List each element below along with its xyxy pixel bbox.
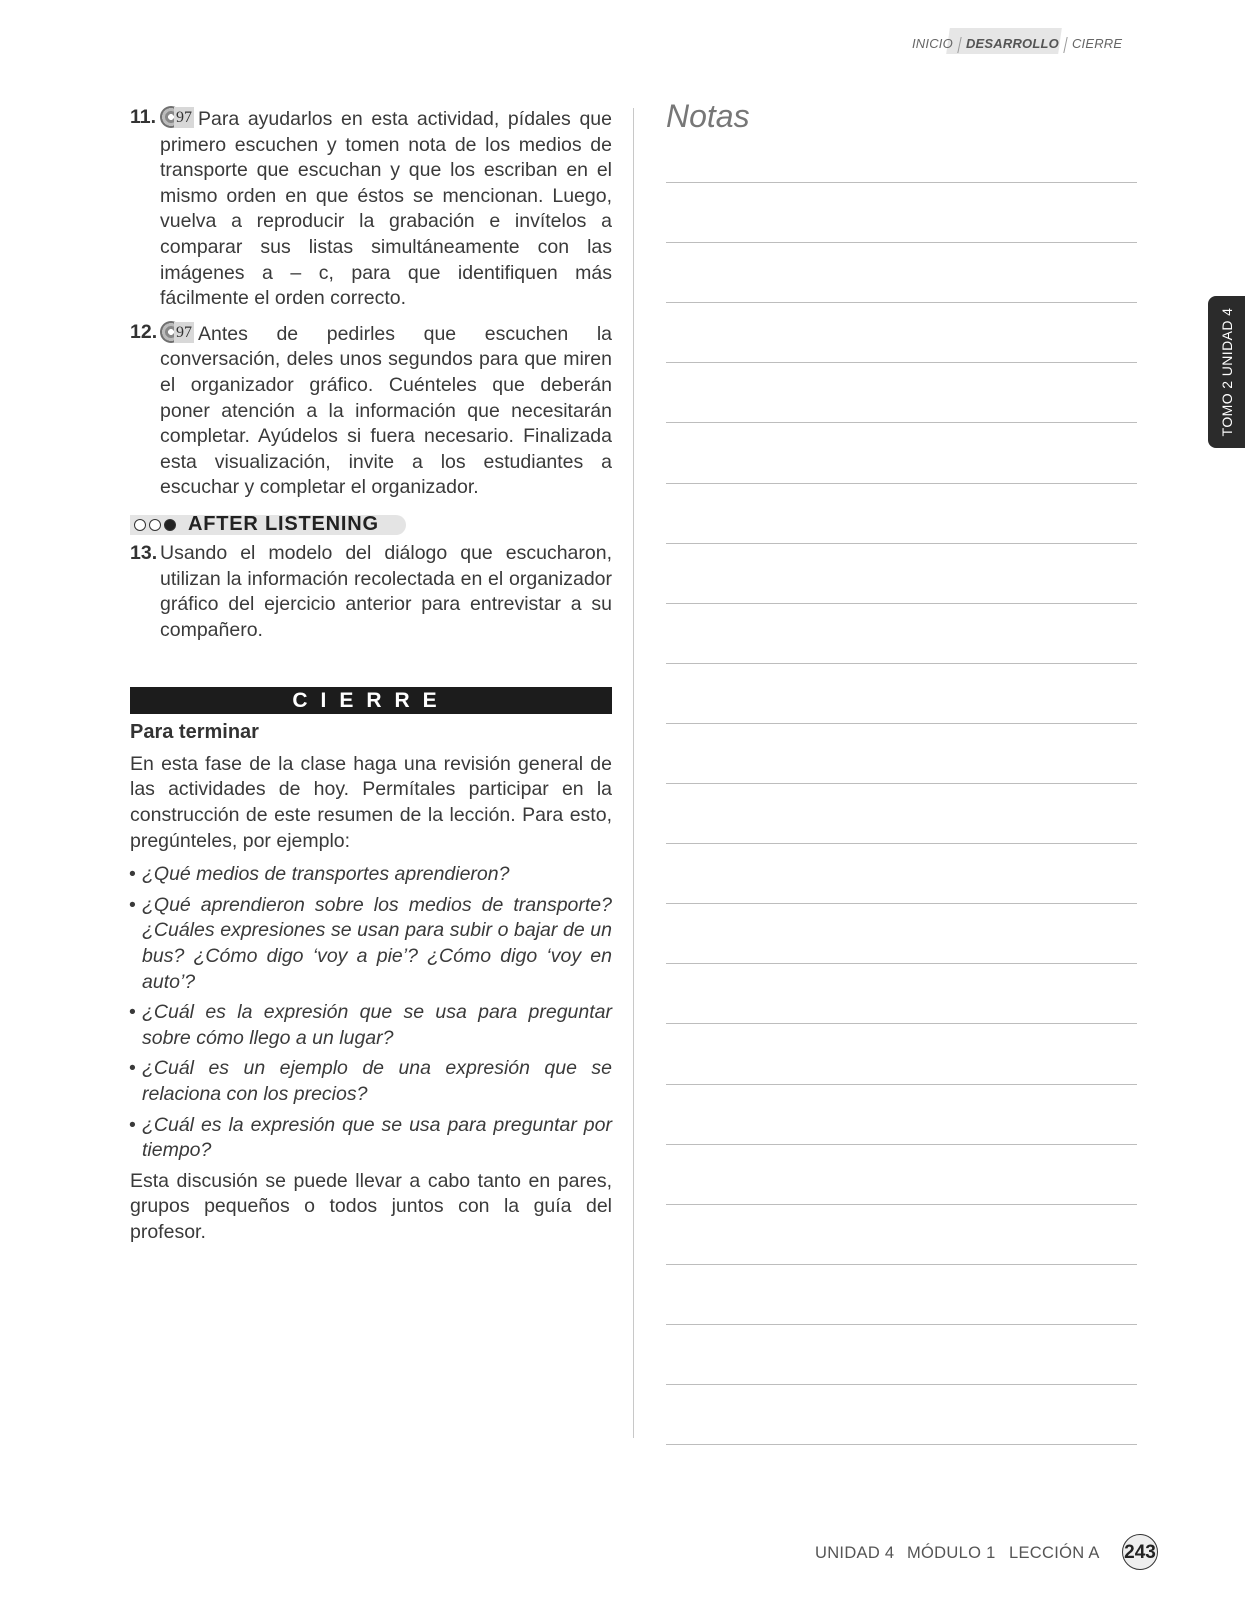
- teacher-guide-column: [130, 105, 612, 1246]
- after-listening-header: [130, 515, 406, 535]
- cierre-closing-paragraph: Esta discusión se puede llevar a cabo tanto en pares, grupos pequeños o todos juntos con la guía del profesor.: [130, 1169, 612, 1243]
- review-questions-list: [130, 862, 612, 1164]
- list-item: • ¿Qué medios de transportes aprendieron?: [130, 862, 612, 888]
- list-item: • ¿Cuál es la expresión que se usa para preguntar por tiempo?: [130, 1113, 612, 1164]
- empty-dot-icon: [149, 519, 161, 531]
- para-terminar-heading: Para terminar: [130, 721, 259, 744]
- note-line: [666, 1384, 1137, 1385]
- side-tab-label: TOMO 2 UNIDAD 4: [1218, 307, 1235, 437]
- phase-cierre: CIERRE: [1071, 36, 1123, 51]
- item-text: Para ayudarlos en esta actividad, pídales que primero escuchen y tomen nota de los medios de transporte que escuchan y que los escriban en el mismo orden en que éstos se mencionan. Luego, vuelva a reproducir la grabación e invítelos a comparar sus listas simultáneamente con las imágenes a – c, para que identifiquen más fácilmente el orden correcto.: [160, 108, 612, 310]
- note-line: [666, 1023, 1137, 1024]
- note-line: [666, 843, 1137, 844]
- phase-inicio: INICIO: [912, 36, 953, 51]
- list-item: • ¿Cuál es la expresión que se usa para preguntar sobre cómo llego a un lugar?: [130, 1000, 612, 1051]
- note-line: [666, 723, 1137, 724]
- phase-navigation: [900, 28, 1140, 58]
- note-line: [666, 1144, 1137, 1145]
- note-line: [666, 603, 1137, 604]
- cierre-intro-paragraph: En esta fase de la clase haga una revisión general de las actividades de hoy. Permítales participar en la construcción de este resumen de la lección. Para esto, pregúnteles, por ejemplo:: [130, 752, 612, 852]
- note-line: [666, 663, 1137, 664]
- footer-unidad: UNIDAD 4: [815, 1544, 895, 1562]
- cierre-section-bar: CIERRE: [130, 687, 612, 714]
- note-line: [666, 1264, 1137, 1265]
- audio-track-number: 97: [176, 323, 192, 341]
- phase-separator: [1063, 37, 1067, 53]
- activity-item-13: [130, 541, 612, 643]
- list-item: • ¿Cuál es un ejemplo de una expresión que se relaciona con los precios?: [130, 1056, 612, 1107]
- note-line: [666, 1444, 1137, 1445]
- footer-modulo: MÓDULO 1: [907, 1544, 996, 1562]
- note-line: [666, 783, 1137, 784]
- note-line: [666, 543, 1137, 544]
- audio-cd-icon: [160, 320, 194, 344]
- phase-separator: [957, 37, 961, 53]
- note-line: [666, 1204, 1137, 1205]
- page-number: 243: [1122, 1534, 1158, 1570]
- footer-leccion: LECCIÓN A: [1009, 1544, 1100, 1562]
- item-text: Usando el modelo del diálogo que escucharon, utilizan la información recolectada en el organizador gráfico del ejercicio anterior para entrevistar a su compañero.: [160, 541, 612, 641]
- note-line: [666, 242, 1137, 243]
- note-line: [666, 963, 1137, 964]
- side-tab: [1208, 296, 1245, 448]
- empty-dot-icon: [134, 519, 146, 531]
- activity-item-11: [130, 105, 612, 312]
- stage-dots-icon: [130, 519, 176, 531]
- note-line: [666, 302, 1137, 303]
- activity-item-12: [130, 320, 612, 501]
- audio-cd-icon: [160, 105, 194, 129]
- after-listening-label: AFTER LISTENING: [188, 513, 379, 536]
- column-divider: [633, 108, 634, 1438]
- item-text: Antes de pedirles que escuchen la conversación, deles unos segundos para que miren el organizador gráfico. Cuénteles que deberán poner atención a la información que necesitarán completar. Ayúdelos si fuera necesario. Finalizada esta visualización, invite a los estudiantes a escuchar y completar el organizador.: [160, 322, 612, 499]
- note-line: [666, 362, 1137, 363]
- item-number: 11.: [130, 106, 157, 128]
- note-line: [666, 1084, 1137, 1085]
- item-number: 13.: [130, 541, 158, 564]
- note-line: [666, 483, 1137, 484]
- list-item: • ¿Qué aprendieron sobre los medios de transporte? ¿Cuáles expresiones se usan para subir o bajar de un bus? ¿Cómo digo ‘voy a pie’? ¿Cómo digo ‘voy en auto’?: [130, 893, 612, 995]
- note-line: [666, 182, 1137, 183]
- page-footer: [800, 1534, 1160, 1574]
- audio-track-number: 97: [176, 109, 192, 126]
- notes-title: Notas: [666, 98, 750, 134]
- item-number: 12.: [130, 320, 158, 343]
- note-line: [666, 422, 1137, 423]
- filled-dot-icon: [164, 519, 176, 531]
- note-line: [666, 1324, 1137, 1325]
- note-line: [666, 903, 1137, 904]
- phase-desarrollo: DESARROLLO: [965, 36, 1059, 51]
